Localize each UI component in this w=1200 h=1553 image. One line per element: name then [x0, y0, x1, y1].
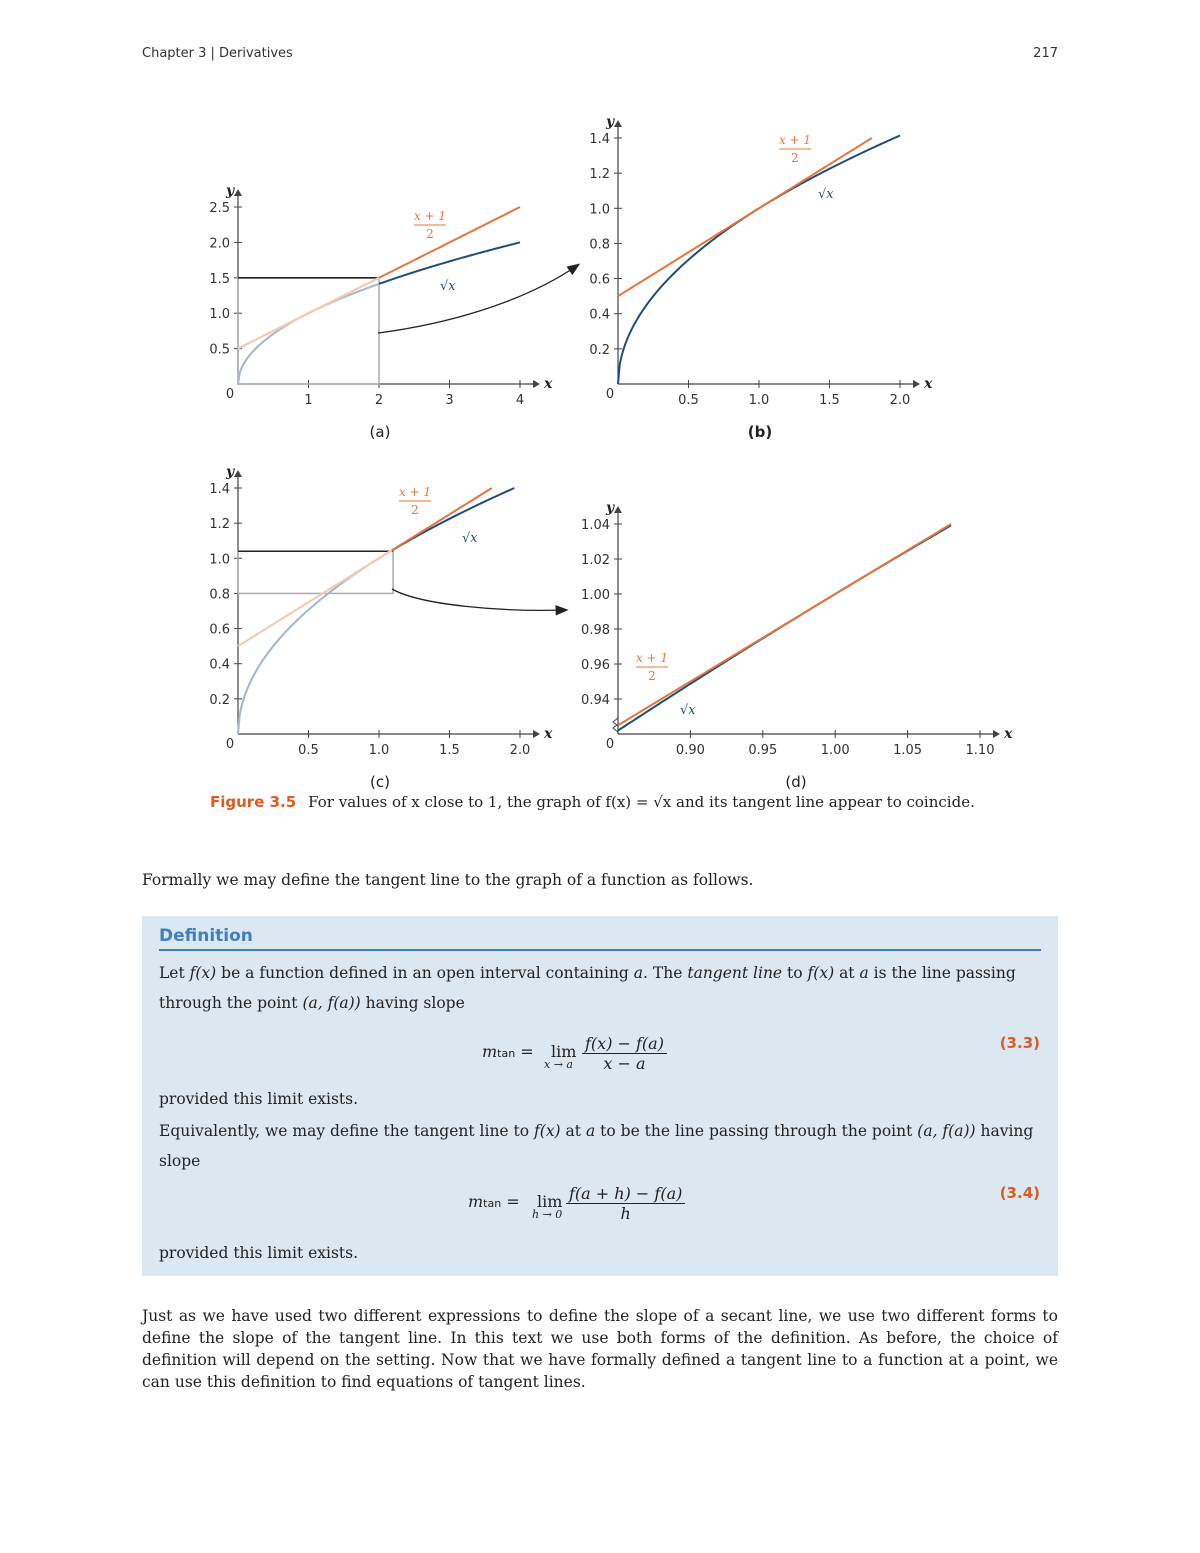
series-label-tangent-num: x + 1	[778, 133, 812, 147]
panel-b	[589, 114, 933, 408]
panel-label-a: (a)	[369, 423, 391, 441]
x-axis-arrow	[533, 380, 540, 388]
y-axis-arrow	[614, 120, 622, 127]
x-tick-label: 0	[225, 737, 235, 752]
axis-break-mark	[613, 718, 618, 732]
y-tick-label: 0.94	[581, 693, 610, 708]
y-tick-label: 1.2	[589, 167, 610, 183]
x-tick-label: 1.10	[965, 743, 995, 758]
x-tick-label: 1	[304, 393, 313, 408]
sqrt-curve-faded	[238, 551, 392, 734]
definition-box	[142, 916, 1058, 1276]
series-label-sqrt: √x	[680, 703, 696, 718]
y-tick-label: 0.2	[209, 692, 230, 708]
sqrt-curve	[618, 136, 900, 385]
sqrt-curve	[238, 488, 514, 734]
sqrt-curve-faded	[238, 284, 379, 384]
x-tick-label: 2	[374, 393, 384, 408]
provided-text-1: provided this limit exists.	[159, 1090, 359, 1108]
x-tick-label: 4	[515, 393, 525, 408]
x-tick-label: 0.90	[675, 743, 705, 758]
zoom-box	[238, 278, 379, 384]
x-axis-label: x	[924, 376, 933, 392]
running-header-chapter: Chapter 3 | Derivatives	[142, 46, 293, 61]
y-axis-label: y	[226, 183, 235, 199]
x-tick-label: 0.5	[298, 743, 319, 758]
definition-text-1: Let f(x) be a function defined in an open interval containing a. The tangent line to f(x) at a is the line passing through the point (a, f(a)) having slope	[159, 964, 1016, 1012]
x-tick-label: 0	[605, 387, 615, 402]
x-tick-label: 3	[445, 393, 454, 408]
tangent-line	[618, 524, 951, 725]
y-tick-label: 0.2	[589, 342, 610, 358]
y-tick-label: 1.04	[581, 518, 610, 533]
definition-rule	[159, 949, 1041, 951]
y-tick-label: 1.00	[581, 588, 610, 603]
series-label-tangent-den: 2	[791, 151, 799, 165]
y-tick-label: 2.5	[209, 201, 230, 216]
x-tick-label: 1.5	[819, 393, 840, 408]
x-tick-label: 1.00	[820, 743, 850, 758]
y-tick-label: 1.0	[589, 202, 610, 218]
y-tick-label: 0.5	[209, 342, 230, 358]
y-axis-label: y	[226, 464, 235, 480]
series-label-tangent-den: 2	[426, 227, 434, 241]
x-tick-label: 0.95	[748, 743, 778, 758]
page-number: 217	[1033, 46, 1058, 61]
equation-3-4: mtan = lim h → 0 $\frac{f(a + h) - f(a)}{h}$ (3.4)	[468, 1184, 1040, 1223]
y-tick-label: 1.4	[589, 132, 610, 147]
y-tick-label: 1.5	[209, 271, 230, 287]
origin-label: 0	[605, 737, 615, 752]
panel-label-d: (d)	[785, 773, 807, 791]
series-label-tangent-num: x + 1	[398, 485, 432, 499]
y-tick-label: 0.8	[589, 237, 610, 253]
panel-label-b: (b)	[747, 423, 773, 441]
series-label-sqrt: √x	[440, 279, 456, 294]
x-tick-label: 0	[225, 387, 235, 402]
y-tick-label: 0.8	[209, 587, 230, 603]
y-axis-arrow	[614, 506, 622, 513]
zoom-arrow-a-to-b	[378, 265, 578, 333]
sqrt-curve	[618, 525, 951, 730]
y-axis-arrow	[234, 470, 242, 477]
panel-a	[209, 183, 553, 408]
tangent-line	[618, 138, 872, 296]
y-axis-label: y	[606, 500, 615, 516]
x-axis-label: x	[544, 376, 553, 392]
x-tick-label: 1.5	[439, 743, 460, 758]
x-tick-label: 1.05	[893, 743, 923, 758]
x-tick-label: 0.5	[678, 393, 699, 408]
y-tick-label: 0.98	[581, 623, 610, 638]
equation-3-3: mtan = lim x → a $\frac{f(x) - f(a)}{x - a}$ (3.3)	[482, 1034, 1040, 1073]
x-axis-arrow	[993, 730, 1000, 738]
figure-caption-label: Figure 3.5	[210, 793, 297, 811]
equation-number-3-4: (3.4)	[999, 1184, 1040, 1202]
panel-d	[581, 500, 1013, 758]
zoom-arrow-c-to-d	[392, 589, 566, 610]
definition-title: Definition	[159, 926, 253, 946]
panel-label-c: (c)	[370, 773, 390, 791]
y-tick-label: 1.2	[209, 517, 230, 533]
x-axis-arrow	[913, 380, 920, 388]
series-label-sqrt: √x	[462, 531, 478, 546]
figure-caption-text: For values of x close to 1, the graph of f(x) = √x and its tangent line appear to coincide.	[308, 793, 975, 811]
y-tick-label: 1.0	[209, 552, 230, 568]
y-axis-label: y	[606, 114, 615, 130]
series-label-tangent-num: x + 1	[413, 209, 447, 223]
equation-number-3-3: (3.3)	[999, 1034, 1040, 1052]
panel-c	[209, 464, 553, 758]
y-tick-label: 0.6	[589, 272, 610, 288]
tangent-line-term: tangent line	[687, 964, 783, 982]
tangent-line-faded	[238, 278, 379, 349]
series-label-tangent-den: 2	[411, 503, 419, 517]
x-axis-label: x	[544, 726, 553, 742]
tangent-line-faded	[238, 550, 392, 646]
y-tick-label: 2.0	[209, 236, 230, 252]
y-tick-label: 0.96	[581, 658, 610, 673]
x-axis-arrow	[533, 730, 540, 738]
y-tick-label: 0.4	[209, 657, 230, 673]
series-label-tangent-num: x + 1	[635, 651, 669, 665]
series-label-tangent-den: 2	[648, 669, 656, 683]
series-label-sqrt: √x	[818, 187, 834, 202]
x-tick-label: 2.0	[509, 743, 531, 758]
y-tick-label: 1.0	[209, 307, 230, 323]
intro-paragraph: Formally we may define the tangent line to the graph of a function as follows.	[142, 871, 754, 889]
y-tick-label: 1.02	[581, 553, 610, 568]
x-tick-label: 1.0	[368, 743, 390, 758]
figure-caption	[210, 793, 1030, 811]
zoom-box	[238, 551, 393, 593]
y-tick-label: 1.4	[209, 482, 230, 497]
y-axis-arrow	[234, 189, 242, 196]
provided-text-2: provided this limit exists.	[159, 1244, 359, 1262]
outro-paragraph: Just as we have used two different expressions to define the slope of a secant line, we use two different forms to define the slope of the tangent line. In this text we use both forms of the definition. As before, the choice of definition will depend on the setting. Now that we have formally defined a tangent line to a function at a point, we can use this definition to find equations of tangent lines.	[142, 1307, 1058, 1391]
y-tick-label: 0.6	[209, 622, 230, 638]
definition-text-2: Equivalently, we may define the tangent line to f(x) at a to be the line passing through the point (a, f(a)) having slope	[159, 1122, 1034, 1170]
x-tick-label: 2.0	[889, 393, 911, 408]
x-tick-label: 1.0	[748, 393, 770, 408]
y-tick-label: 0.4	[589, 307, 610, 323]
x-axis-label: x	[1004, 726, 1013, 742]
